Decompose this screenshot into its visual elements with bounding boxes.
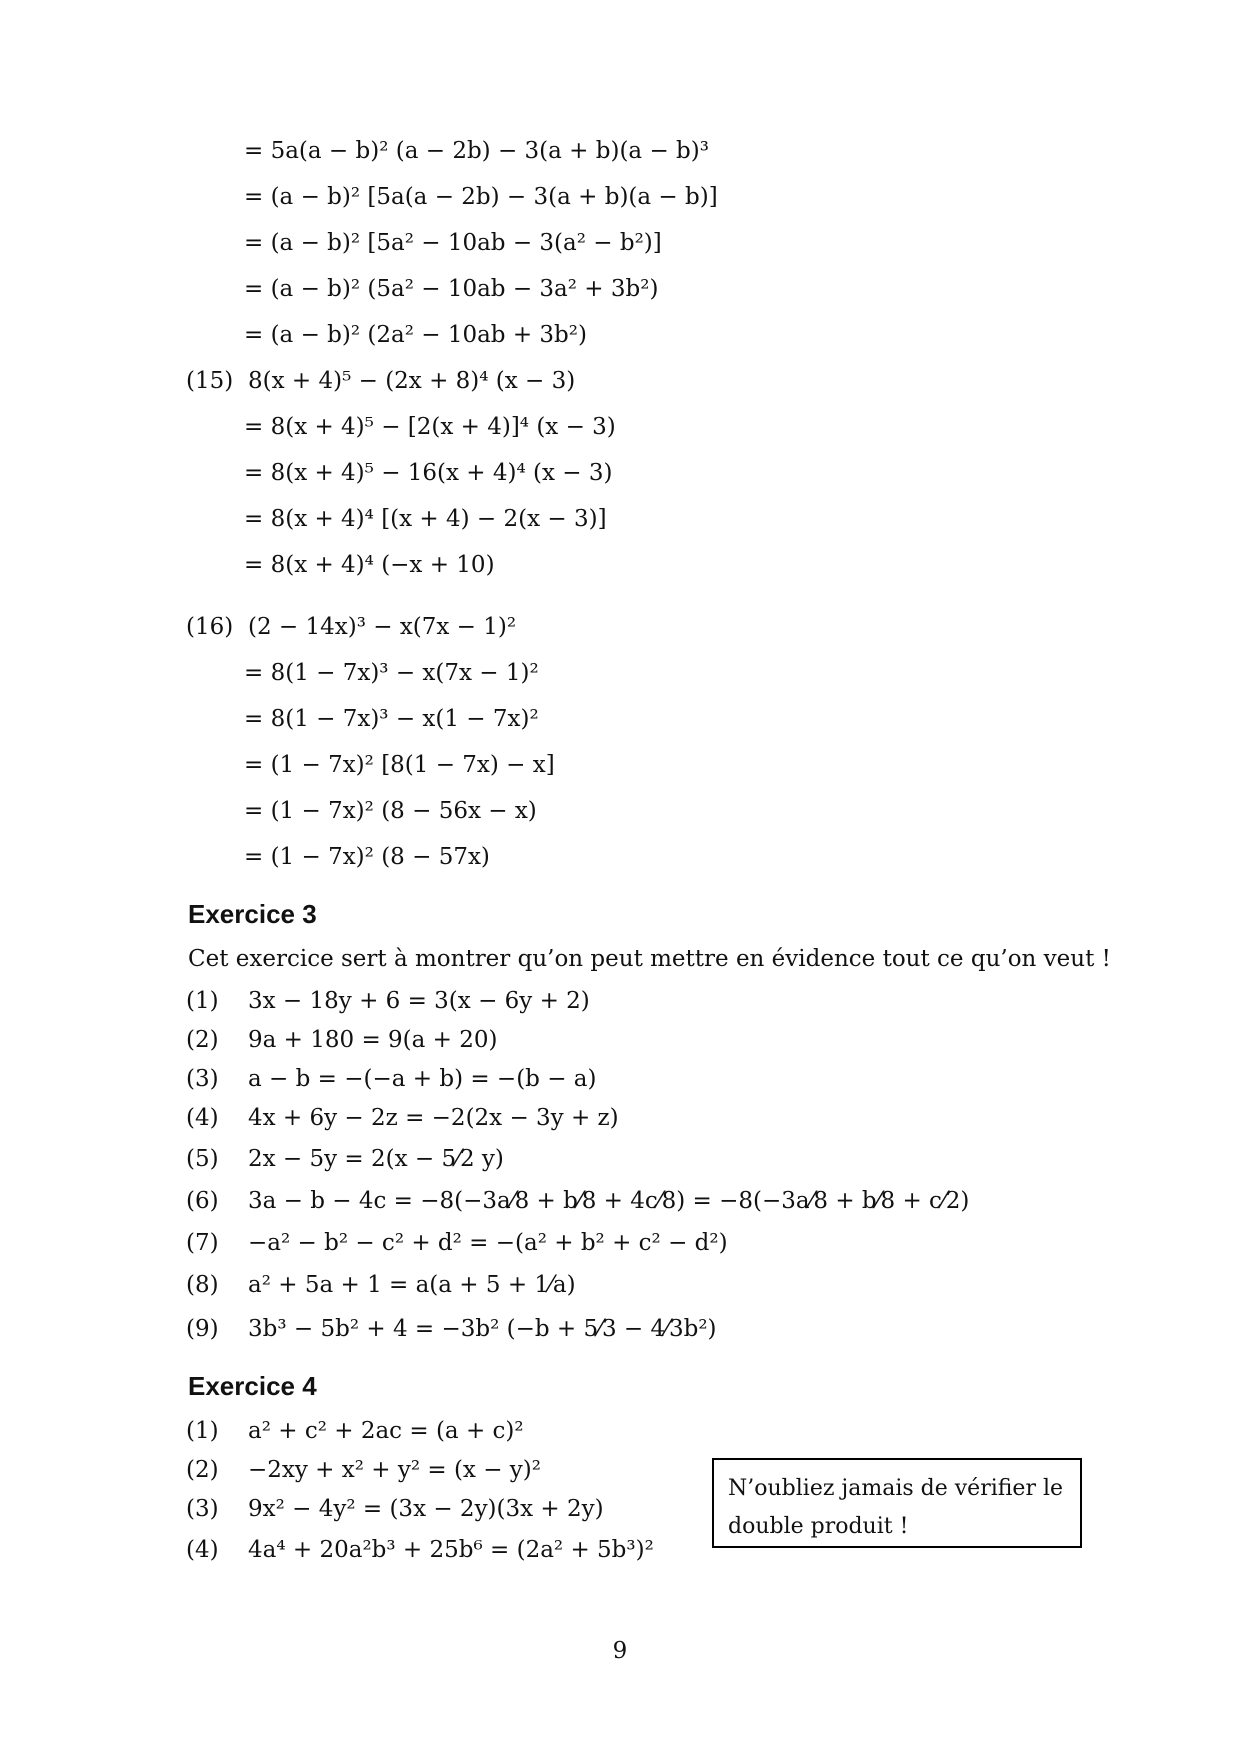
item-expression: a − b = −(−a + b) = −(b − a) — [248, 1066, 597, 1092]
page-number: 9 — [612, 1638, 628, 1664]
item-number: (2) — [186, 1027, 219, 1053]
equation-line: = 8(1 − 7x)³ − x(1 − 7x)² — [244, 706, 539, 732]
problem-number: (16) — [186, 614, 234, 640]
item-expression: 3x − 18y + 6 = 3(x − 6y + 2) — [248, 988, 590, 1014]
problem-statement: (2 − 14x)³ − x(7x − 1)² — [248, 614, 517, 640]
item-expression: 4x + 6y − 2z = −2(2x − 3y + z) — [248, 1105, 619, 1131]
equation-line: = 8(x + 4)⁴ (−x + 10) — [244, 552, 495, 578]
item-expression: −a² − b² − c² + d² = −(a² + b² + c² − d²) — [248, 1230, 728, 1256]
item-expression: 3b³ − 5b² + 4 = −3b² (−b + 5⁄3 − 4⁄3b²) — [248, 1316, 717, 1342]
equation-line: = (1 − 7x)² [8(1 − 7x) − x] — [244, 752, 555, 778]
equation-line: = 5a(a − b)² (a − 2b) − 3(a + b)(a − b)³ — [244, 138, 709, 164]
equation-line: = 8(x + 4)⁴ [(x + 4) − 2(x − 3)] — [244, 506, 607, 532]
item-expression: −2xy + x² + y² = (x − y)² — [248, 1457, 541, 1483]
problem-statement: 8(x + 4)⁵ − (2x + 8)⁴ (x − 3) — [248, 368, 576, 394]
item-expression: a² + 5a + 1 = a(a + 5 + 1⁄a) — [248, 1272, 576, 1298]
item-number: (8) — [186, 1272, 219, 1298]
equation-line: = (a − b)² [5a(a − 2b) − 3(a + b)(a − b)] — [244, 184, 718, 210]
equation-line: = (a − b)² (5a² − 10ab − 3a² + 3b²) — [244, 276, 659, 302]
item-number: (2) — [186, 1457, 219, 1483]
equation-line: = (a − b)² [5a² − 10ab − 3(a² − b²)] — [244, 230, 662, 256]
section-title: Exercice 4 — [188, 1371, 317, 1401]
item-number: (4) — [186, 1537, 219, 1563]
item-number: (1) — [186, 1418, 219, 1444]
problem-number: (15) — [186, 368, 234, 394]
equation-line: = 8(x + 4)⁵ − 16(x + 4)⁴ (x − 3) — [244, 460, 613, 486]
equation-line: = (1 − 7x)² (8 − 57x) — [244, 844, 490, 870]
item-number: (5) — [186, 1146, 219, 1172]
reminder-text-line: double produit ! — [728, 1514, 909, 1539]
equation-line: = 8(1 − 7x)³ − x(7x − 1)² — [244, 660, 539, 686]
reminder-box — [712, 1458, 1082, 1548]
equation-line: = (a − b)² (2a² − 10ab + 3b²) — [244, 322, 587, 348]
item-expression: 3a − b − 4c = −8(−3a⁄8 + b⁄8 + 4c⁄8) = −8(−3a⁄8 + b⁄8 + c⁄2) — [248, 1188, 970, 1214]
item-number: (3) — [186, 1496, 219, 1522]
item-expression: 2x − 5y = 2(x − 5⁄2 y) — [248, 1146, 504, 1172]
section-intro: Cet exercice sert à montrer qu’on peut mettre en évidence tout ce qu’on veut ! — [188, 946, 1111, 972]
item-expression: 9a + 180 = 9(a + 20) — [248, 1027, 498, 1053]
equation-line: = 8(x + 4)⁵ − [2(x + 4)]⁴ (x − 3) — [244, 414, 616, 440]
equation-line: = (1 − 7x)² (8 − 56x − x) — [244, 798, 537, 824]
item-number: (1) — [186, 988, 219, 1014]
item-number: (6) — [186, 1188, 219, 1214]
item-number: (4) — [186, 1105, 219, 1131]
section-title: Exercice 3 — [188, 899, 317, 929]
item-number: (3) — [186, 1066, 219, 1092]
item-expression: 9x² − 4y² = (3x − 2y)(3x + 2y) — [248, 1496, 604, 1522]
item-expression: 4a⁴ + 20a²b³ + 25b⁶ = (2a² + 5b³)² — [248, 1537, 654, 1563]
item-number: (9) — [186, 1316, 219, 1342]
reminder-text-line: N’oubliez jamais de vérifier le — [728, 1476, 1064, 1501]
item-number: (7) — [186, 1230, 219, 1256]
item-expression: a² + c² + 2ac = (a + c)² — [248, 1418, 524, 1444]
